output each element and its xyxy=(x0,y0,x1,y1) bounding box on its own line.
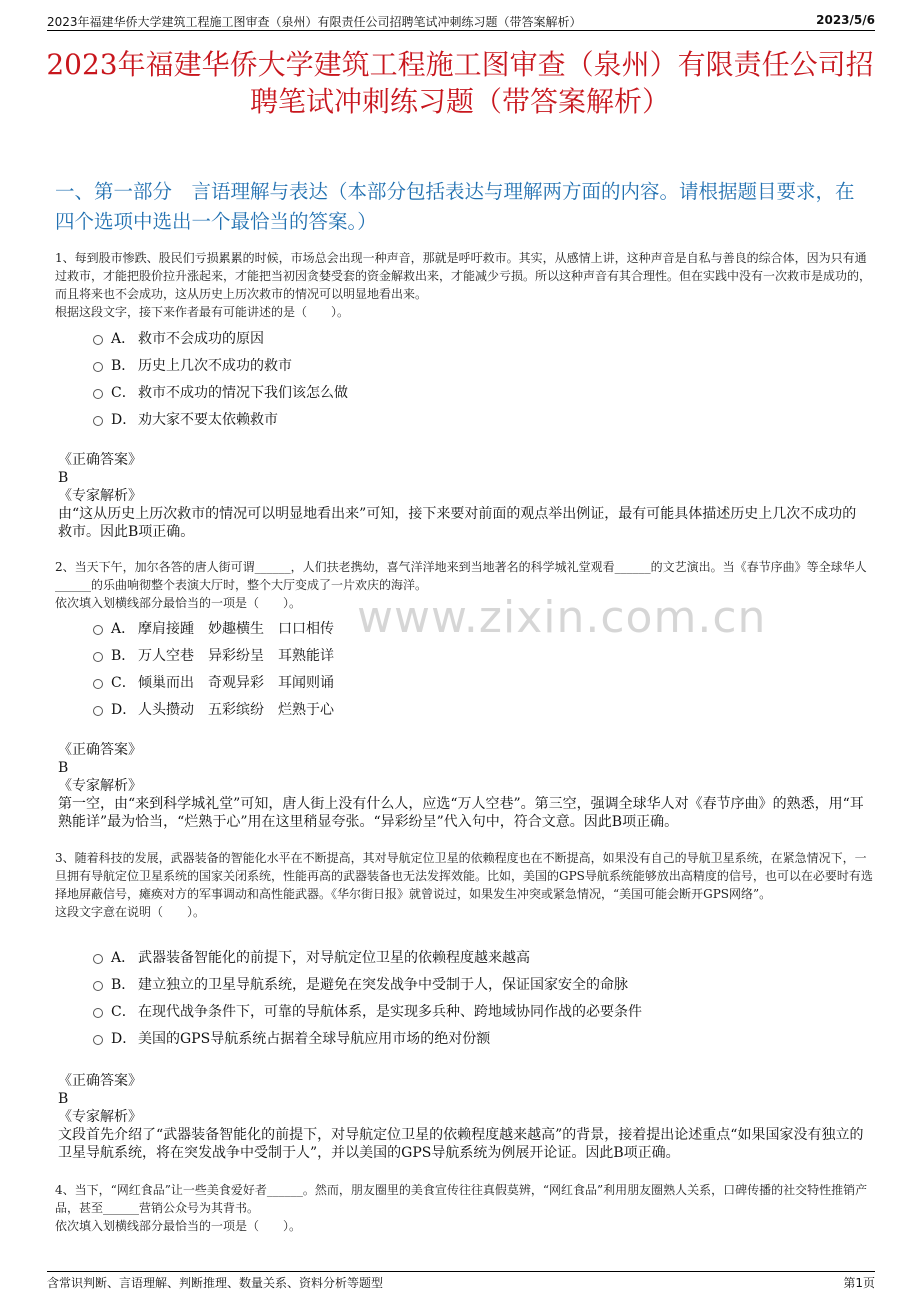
question-prompt: 根据这段文字，接下来作者最有可能讲述的是（ ）。 xyxy=(55,305,350,319)
answer-label: 《正确答案》 xyxy=(58,452,142,468)
footer-page-number: 第1页 xyxy=(843,1276,875,1290)
question-text: 1、每到股市惨跌、股民们亏损累累的时候，市场总会出现一种声音，那就是呼吁救市。其实，从感情上讲，这种声音是自私与善良的综合体，因为只有通过救市，才能把股价拉升涨起来，才能把当初因贪婪受套的资金解救出来，才能减少亏损。所以这种声音有其合理性。但在实践中没有一次救市是成功的，而且将来也不会成功，这从历史上历次救市的情况可以明显地看出来。 xyxy=(55,251,872,301)
question-1-options xyxy=(93,324,348,432)
analysis-label: 《专家解析》 xyxy=(58,778,142,794)
option-d[interactable]: D． 美国的GPS导航系统占据着全球导航应用市场的绝对份额 xyxy=(93,1024,642,1051)
option-b[interactable]: B． 历史上几次不成功的救市 xyxy=(93,351,348,378)
analysis-text: 第一空，由“来到科学城礼堂”可知，唐人街上没有什么人，应选“万人空巷”。第三空，强调全球华人对《春节序曲》的熟悉，用“耳熟能详”最为恰当，“烂熟于心”用在这里稍显夸张。“异彩纷呈”代入句中，符合文意。因此B项正确。 xyxy=(58,796,864,830)
question-2-options xyxy=(93,614,334,722)
analysis-label: 《专家解析》 xyxy=(58,1109,142,1125)
header-doc-title: 2023年福建华侨大学建筑工程施工图审查（泉州）有限责任公司招聘笔试冲刺练习题（带答案解析） xyxy=(47,15,582,29)
radio-icon[interactable] xyxy=(93,954,103,964)
radio-icon[interactable] xyxy=(93,1008,103,1018)
page-footer xyxy=(47,1271,875,1292)
question-4 xyxy=(55,1181,875,1235)
question-prompt: 依次填入划横线部分最恰当的一项是（ ）。 xyxy=(55,596,302,610)
question-2-answer xyxy=(58,741,868,831)
option-d[interactable]: D． 人头攒动 五彩缤纷 烂熟于心 xyxy=(93,695,334,722)
radio-icon[interactable] xyxy=(93,625,103,635)
question-1-answer xyxy=(58,451,868,541)
radio-icon[interactable] xyxy=(93,389,103,399)
document-title: 2023年福建华侨大学建筑工程施工图审查（泉州）有限责任公司招聘笔试冲刺练习题（带答案解析） xyxy=(46,48,874,118)
question-text: 3、随着科技的发展，武器装备的智能化水平在不断提高，其对导航定位卫星的依赖程度也在不断提高，如果没有自己的导航卫星系统，在紧急情况下，一旦拥有导航定位卫星系统的国家关闭系统，性能再高的武器装备也无法发挥效能。比如，美国的GPS导航系统能够放出高精度的信号，也可以在必要时有选择地屏蔽信号，瘫痪对方的军事调动和高性能武器。《华尔街日报》就曾说过，如果发生冲突或紧急情况，“美国可能会断开GPS网络”。 xyxy=(55,851,873,901)
watermark: www.zixin.com.cn xyxy=(357,592,767,643)
question-prompt: 依次填入划横线部分最恰当的一项是（ ）。 xyxy=(55,1219,302,1233)
question-prompt: 这段文字意在说明（ ）。 xyxy=(55,905,206,919)
option-b[interactable]: B． 万人空巷 异彩纷呈 耳熟能详 xyxy=(93,641,334,668)
option-c[interactable]: C． 在现代战争条件下，可靠的导航体系，是实现多兵种、跨地域协同作战的必要条件 xyxy=(93,997,642,1024)
radio-icon[interactable] xyxy=(93,416,103,426)
analysis-text: 文段首先介绍了“武器装备智能化的前提下，对导航定位卫星的依赖程度越来越高”的背景，接着提出论述重点“如果国家没有独立的卫星导航系统，将在突发战争中受制于人”，并以美国的GPS导航系统为例展开论证。因此B项正确。 xyxy=(58,1127,864,1161)
answer-value: B xyxy=(58,470,69,486)
radio-icon[interactable] xyxy=(93,679,103,689)
answer-value: B xyxy=(58,760,69,776)
page-header xyxy=(47,10,875,31)
answer-value: B xyxy=(58,1091,69,1107)
section-heading: 一、第一部分 言语理解与表达（本部分包括表达与理解两方面的内容。请根据题目要求，在四个选项中选出一个最恰当的答案。） xyxy=(55,180,855,233)
question-text: 4、当下，“网红食品”让一些美食爱好者______。然而，朋友圈里的美食宣传往往真假莫辨，“网红食品”利用朋友圈熟人关系，口碑传播的社交特性推销产品，甚至______营销公众号为其背书。 xyxy=(55,1183,868,1215)
radio-icon[interactable] xyxy=(93,1035,103,1045)
question-text: 2、当天下午，加尔各答的唐人街可谓______，人们扶老携幼，喜气洋洋地来到当地著名的科学城礼堂观看______的文艺演出。当《春节序曲》等全球华人______的乐曲响彻整个表演大厅时，整个大厅变成了一片欢庆的海洋。 xyxy=(55,560,867,592)
question-1 xyxy=(55,249,875,321)
option-c[interactable]: C． 救市不成功的情况下我们该怎么做 xyxy=(93,378,348,405)
question-3 xyxy=(55,849,875,921)
option-a[interactable]: A． 摩肩接踵 妙趣横生 口口相传 xyxy=(93,614,334,641)
option-b[interactable]: B． 建立独立的卫星导航系统，是避免在突发战争中受制于人，保证国家安全的命脉 xyxy=(93,970,642,997)
radio-icon[interactable] xyxy=(93,652,103,662)
radio-icon[interactable] xyxy=(93,335,103,345)
option-c[interactable]: C． 倾巢而出 奇观异彩 耳闻则诵 xyxy=(93,668,334,695)
footer-categories: 含常识判断、言语理解、判断推理、数量关系、资料分析等题型 xyxy=(47,1276,384,1290)
option-d[interactable]: D． 劝大家不要太依赖救市 xyxy=(93,405,348,432)
radio-icon[interactable] xyxy=(93,706,103,716)
header-date: 2023/5/6 xyxy=(816,13,875,27)
option-a[interactable]: A． 救市不会成功的原因 xyxy=(93,324,348,351)
analysis-text: 由“这从历史上历次救市的情况可以明显地看出来”可知，接下来要对前面的观点举出例证，最有可能具体描述历史上几次不成功的救市。因此B项正确。 xyxy=(58,506,857,540)
answer-label: 《正确答案》 xyxy=(58,742,142,758)
analysis-label: 《专家解析》 xyxy=(58,488,142,504)
radio-icon[interactable] xyxy=(93,981,103,991)
answer-label: 《正确答案》 xyxy=(58,1073,142,1089)
option-a[interactable]: A． 武器装备智能化的前提下，对导航定位卫星的依赖程度越来越高 xyxy=(93,943,642,970)
question-3-answer xyxy=(58,1072,868,1162)
question-3-options xyxy=(93,943,642,1051)
radio-icon[interactable] xyxy=(93,362,103,372)
